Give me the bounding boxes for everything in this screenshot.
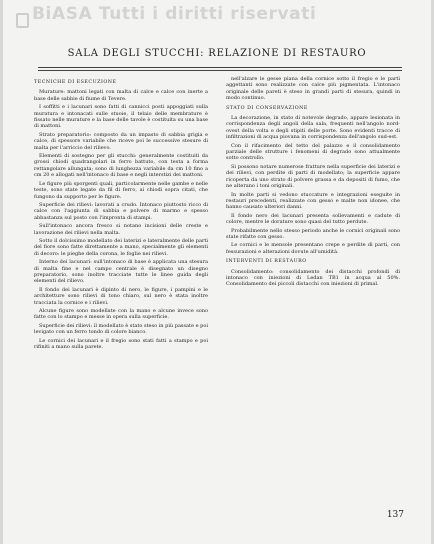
paragraph: nell'alzare le gesse piana della cornice sotto il fregio e le parti aggettanti sono realizzate con calce più pigmentata. L'intonaco originale delle pareti è steso in grandi parti di stesura, quindi in modo continuo.	[226, 76, 400, 102]
title-rule-top	[38, 67, 402, 68]
paragraph: Il fondo nero dei lacunari presenta sollevamenti e cadute di colore, mentre le dorature sono quasi del tutto perdute.	[226, 212, 400, 226]
paragraph: Probabilmente nello stesso periodo anche le cornici originali sono state rifatte con gesso.	[226, 227, 400, 240]
section-heading: INTERVENTI DI RESTAURO	[226, 259, 307, 265]
paragraph: Strato preparatorio: composto da un impasto di sabbia grigia e calce, di spessore variabile che riceve poi le successive stesure di malta per l'arriccio del rilievo.	[34, 131, 208, 151]
paragraph: Si possono notare numerose fratture nella superficie dei laterizi e dei rilievi, con perdite di parti di modellato; la superficie appare ricoperta da uno strato di polvere grassa e da depositi di fumo, che ne alterano i toni originali.	[226, 163, 400, 190]
section-heading: TECNICHE DI ESECUZIONE	[34, 80, 117, 85]
paragraph: Sull'intonaco ancora fresco si notano incisioni delle creste e lavorazione dei rilievi nella malta.	[34, 223, 208, 236]
paragraph: Sotto il dolcissimo modellato dei laterizi e lateralmente delle parti del fiore sono fatte direttamente a mano, specialmente gli elementi di decoro: le pieghe della corona, le foglie nei rilievi.	[34, 237, 208, 257]
right-column	[226, 76, 400, 290]
paragraph: Superficie dei rilievi: lavorati a crudo. Intonaco piuttosto ricco di calce con l'aggiunta di sabbia e polvere di marmo e spesso abbastanza sul posto con l'impronta di stampi.	[34, 201, 208, 221]
watermark-text: BiASA Tutti i diritti riservati	[32, 4, 317, 24]
page-number: 137	[386, 510, 404, 520]
paragraph: In molte parti si vedono stuccature e integrazioni eseguite in restauri precedenti, realizzate con gesso e malte non idonee, che hanno causato ulteriori danni.	[226, 191, 400, 211]
paragraph: Le cornici dei lacunari e il fregio sono stati fatti a stampo e poi rifiniti a mano sulla parete.	[34, 337, 208, 351]
title-rule-bottom	[38, 70, 402, 71]
page-edge-left	[0, 0, 3, 544]
paragraph: La decorazione, in stato di notevole degrado, appare lesionata in corrispondenza degli angoli della sala, frequenti nell'angolo nord-ovest della volta e degli stipiti delle porte. Sono evidenti tracce di infiltrazioni di acqua piovana in corrispondenza dell'angolo sud-est.	[226, 115, 400, 141]
left-column	[34, 76, 208, 352]
library-icon	[16, 13, 29, 28]
paragraph: Le figure più sporgenti quali, particolarmente nelle gambe e nelle teste, sono state legate da fil di ferro, ai chiodi sopra citati, che fungono da supporto per le figure.	[34, 180, 208, 200]
paragraph: Elementi di sostegno per gli stucchi: generalmente costituiti da grossi chiodi quadrangolari in ferro battuto, con testa a forma rettangolare allungata; sono di lunghezza variabile da cm 10 fino a cm 20 e allogati nell'intonaco di base e negli interstizi dei mattoni.	[34, 153, 208, 179]
section-heading: STATO DI CONSERVAZIONE	[226, 105, 308, 111]
paragraph: Le cornici e le mensole presentano crepe e perdite di parti, con fessurazioni e alterazioni dovute all'umidità.	[226, 242, 400, 255]
paragraph: Con il rifacimento del tetto del palazzo e il consolidamento parziale delle strutture i fenomeni di degrado sono attualmente sotto controllo.	[226, 142, 400, 162]
paragraph: Murature: mattoni legati con malta di calce e calce con inerte a base delle sabbie di fiume di Tevere.	[34, 89, 208, 102]
paragraph: Superficie dei rilievi: il modellato è stato steso in più passate e poi levigato con un ferro tondo di colore bianco.	[34, 322, 208, 336]
paragraph: Il fondo dei lacunari è dipinto di nero, le figure, i pampini e le architetture sono rilievi di tono chiaro, sul nero è stata inoltre tracciata la cornice e i rilievi.	[34, 286, 208, 306]
paragraph: Consolidamento: consolidamento dei distacchi profondi di intonaco con iniezioni di Ledan TB1 in acqua al 50%. Consolidamento dei piccoli distacchi con iniezioni di primal.	[226, 268, 400, 288]
paragraph: Interno dei lacunari: sull'intonaco di base è applicata una stesura di malta fine e nel campo centrale è disegnato un disegno preparatorio, sono inoltre tracciate tutte le linee guida degli elementi del rilievo.	[34, 259, 208, 285]
paragraph: Alcune figure sono modellate con la mano e alcune invece sono fatte con lo stampo e messe in opera sulla superficie.	[34, 308, 208, 321]
page-title: SALA DEGLI STUCCHI: RELAZIONE DI RESTAURO	[67, 48, 367, 59]
paragraph: I soffitti e i lacunari sono fatti di cannicci posti appoggiati sulla muratura e intonacati sulle stuoie, il telaio delle membrature è fissato nelle murature e la base delle tavole è costituita su una base di mattoni.	[34, 104, 208, 130]
